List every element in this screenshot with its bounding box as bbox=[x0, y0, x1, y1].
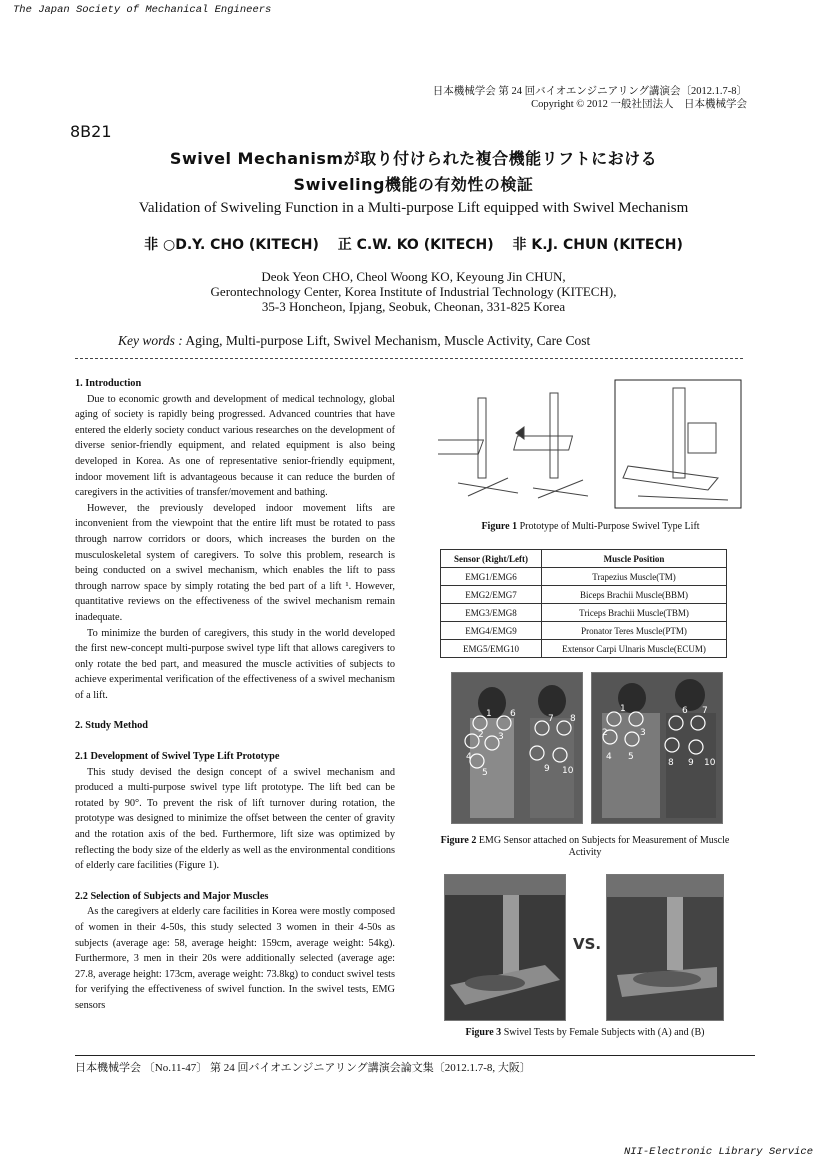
emg-number: 8 bbox=[668, 758, 674, 768]
paragraph-5: As the caregivers at elderly care facilities in Korea were mostly composed of women in their 4-50s, this study selected 3 women in their 4-50s as subjects (average age: 58, average height: 159cm, average weight: 54kg). Furthermore, 3 men in their 20s were additionally selected (average age: 27.8, average height: 173cm, average weight: 73.8kg) to conduct swivel tests for verifying the effectiveness of swivel function. In the swivel tests, EMG sensors bbox=[75, 906, 395, 1011]
table-cell: EMG1/EMG6 bbox=[441, 568, 542, 586]
society-header: The Japan Society of Mechanical Engineers bbox=[13, 4, 272, 16]
emg-photo-left bbox=[451, 672, 583, 824]
emg-number: 1 bbox=[486, 709, 492, 719]
table-cell: Trapezius Muscle(TM) bbox=[542, 568, 727, 586]
emg-number: 1 bbox=[620, 704, 626, 714]
table-cell: Pronator Teres Muscle(PTM) bbox=[542, 622, 727, 640]
conference-info bbox=[433, 85, 747, 111]
emg-number: 7 bbox=[548, 714, 554, 724]
paragraph-3: To minimize the burden of caregivers, this study in the world developed the first new-concept multi-purpose swivel type lift that allows caregivers to only rotate the bed part, and measured the muscle activities of subjects to achieve experimental verification of the effectiveness of a swivel mechanism of a lift. bbox=[75, 627, 395, 701]
emg-photo-right bbox=[591, 672, 723, 824]
subsection-heading-2-1: 2.1 Development of Swivel Type Lift Prototype bbox=[75, 751, 280, 763]
emg-number: 10 bbox=[704, 758, 716, 768]
table-cell: EMG2/EMG7 bbox=[441, 586, 542, 604]
table-cell: EMG4/EMG9 bbox=[441, 622, 542, 640]
section-heading-introduction: 1. Introduction bbox=[75, 378, 142, 389]
emg-number: 3 bbox=[498, 732, 504, 742]
library-service-label: NII-Electronic Library Service bbox=[623, 1146, 813, 1158]
emg-number: 5 bbox=[628, 752, 634, 762]
paragraph-4: This study devised the design concept of a swivel mechanism and produced a multi-purpose swivel type lift prototype. The lift bed can be rotated by 90°. To prevent the risk of lift turnover during rotation, the prototype was designed to minimize the offset between the center of gravity and the rotation axis of the bed. Furthermore, lift size was optimized by reflecting the body size of the elderly as well as the environmental conditions of elderly care facilities (Figure 1). bbox=[75, 766, 395, 872]
paper-code: 8B21 bbox=[70, 122, 112, 141]
keywords bbox=[118, 333, 590, 349]
table-header-sensor: Sensor (Right/Left) bbox=[441, 550, 542, 568]
figure-1-caption-text: Prototype of Multi-Purpose Swivel Type Lift bbox=[517, 521, 700, 532]
emg-subjects-left bbox=[452, 673, 582, 823]
emg-number: 10 bbox=[562, 766, 574, 776]
figure-2-caption bbox=[440, 835, 730, 859]
emg-number: 7 bbox=[702, 706, 708, 716]
emg-number: 6 bbox=[510, 709, 516, 719]
emg-number: 5 bbox=[482, 768, 488, 778]
table-cell: Triceps Brachii Muscle(TBM) bbox=[542, 604, 727, 622]
figure-2-label: Figure 2 bbox=[440, 835, 477, 846]
authors-english: Deok Yeon CHO, Cheol Woong KO, Keyoung Jin CHUN, bbox=[261, 269, 566, 284]
keywords-label: Key words : bbox=[118, 333, 183, 348]
table-row bbox=[441, 586, 727, 604]
header-divider bbox=[75, 358, 743, 359]
figure-1-label: Figure 1 bbox=[481, 521, 518, 532]
copyright-line: Copyright © 2012 一般社団法人 日本機械学会 bbox=[531, 99, 747, 110]
japanese-title-line-2: Swiveling機能の有効性の検証 bbox=[293, 175, 534, 194]
swivel-test-scene-a bbox=[445, 875, 565, 1020]
figure-3-caption-text: Swivel Tests by Female Subjects with (A) and (B) bbox=[501, 1027, 705, 1038]
figure-1 bbox=[438, 378, 743, 513]
lift-prototype-drawing bbox=[438, 378, 743, 513]
figure-3-caption bbox=[440, 1027, 730, 1038]
table-row bbox=[441, 604, 727, 622]
affiliation-line-1: Gerontechnology Center, Korea Institute of Industrial Technology (KITECH), bbox=[210, 284, 617, 299]
table-row bbox=[441, 568, 727, 586]
figure-1-caption bbox=[438, 521, 743, 532]
emg-number: 9 bbox=[544, 764, 550, 774]
emg-number: 2 bbox=[602, 728, 608, 738]
table-header-muscle: Muscle Position bbox=[542, 550, 727, 568]
emg-subjects-right bbox=[592, 673, 722, 823]
emg-number: 4 bbox=[466, 752, 472, 762]
emg-number: 3 bbox=[640, 728, 646, 738]
japanese-title-line-1: Swivel Mechanismが取り付けられた複合機能リフトにおける bbox=[169, 149, 658, 168]
figure-3-label: Figure 3 bbox=[465, 1027, 502, 1038]
paragraph-1: Due to economic growth and development of medical technology, global aging of society is rapidly being progressed. Advanced countries that have entered the elderly society conduct various researches on the development of diverse senior-friendly equipment, and related equipment is also being developed in Korea. As one of representative senior-friendly equipment, indoor movement lift is advantageous because it can reduce the burden of caregivers in the activities of transfer/movement and bathing. bbox=[75, 393, 395, 499]
emg-number: 4 bbox=[606, 752, 612, 762]
footer-divider bbox=[75, 1055, 755, 1056]
table-cell: Extensor Carpi Ulnaris Muscle(ECUM) bbox=[542, 640, 727, 658]
figure-2-caption-text: EMG Sensor attached on Subjects for Measurement of Muscle Activity bbox=[476, 835, 730, 858]
table-cell: Biceps Brachii Muscle(BBM) bbox=[542, 586, 727, 604]
proceedings-footer: 日本機械学会 〔No.11-47〕 第 24 回バイオエンジニアリング講演会論文集〔2012.1.7-8, 大阪〕 bbox=[75, 1062, 531, 1074]
emg-number: 6 bbox=[682, 706, 688, 716]
affiliation-line-2: 35-3 Honcheon, Ipjang, Seobuk, Cheonan, 331-825 Korea bbox=[261, 299, 566, 314]
emg-number: 8 bbox=[570, 714, 576, 724]
keywords-list: Aging, Multi-purpose Lift, Swivel Mechanism, Muscle Activity, Care Cost bbox=[182, 333, 591, 348]
emg-number: 2 bbox=[478, 730, 484, 740]
authors-japanese: 非 ○D.Y. CHO (KITECH) 正 C.W. KO (KITECH) 非 K.J. CHUN (KITECH) bbox=[144, 237, 683, 253]
conference-line: 日本機械学会 第 24 回バイオエンジニアリング講演会〔2012.1.7-8〕 bbox=[432, 86, 747, 97]
vs-label: VS. bbox=[573, 935, 602, 953]
table-cell: EMG3/EMG8 bbox=[441, 604, 542, 622]
emg-number: 9 bbox=[688, 758, 694, 768]
table-cell: EMG5/EMG10 bbox=[441, 640, 542, 658]
swivel-test-scene-b bbox=[607, 875, 723, 1020]
section-heading-method: 2. Study Method bbox=[75, 720, 148, 732]
swivel-test-photo-b bbox=[606, 874, 724, 1021]
paragraph-2: However, the previously developed indoor movement lifts are inconvenient from the viewpoint that the entire lift must be rotated to pass through narrow corridors or doors, which increases the burden on the musculoskeletal system of caregivers. To solve this problem, research is being conducted on a swivel mechanism, which enables the lift to pass through narrow space by simply rotating the bed part of a lift ¹. However, quantitative reviews on the effectiveness of the swivel mechanism remain inadequate. bbox=[75, 502, 395, 623]
emg-sensor-table bbox=[440, 549, 727, 658]
table-row bbox=[441, 640, 727, 658]
left-column bbox=[75, 376, 395, 1014]
english-title: Validation of Swiveling Function in a Multi-purpose Lift equipped with Swivel Mechanism bbox=[138, 200, 689, 216]
affiliation-block bbox=[0, 269, 827, 314]
table-row bbox=[441, 622, 727, 640]
subsection-heading-2-2: 2.2 Selection of Subjects and Major Muscles bbox=[75, 890, 269, 902]
swivel-test-photo-a bbox=[444, 874, 566, 1021]
